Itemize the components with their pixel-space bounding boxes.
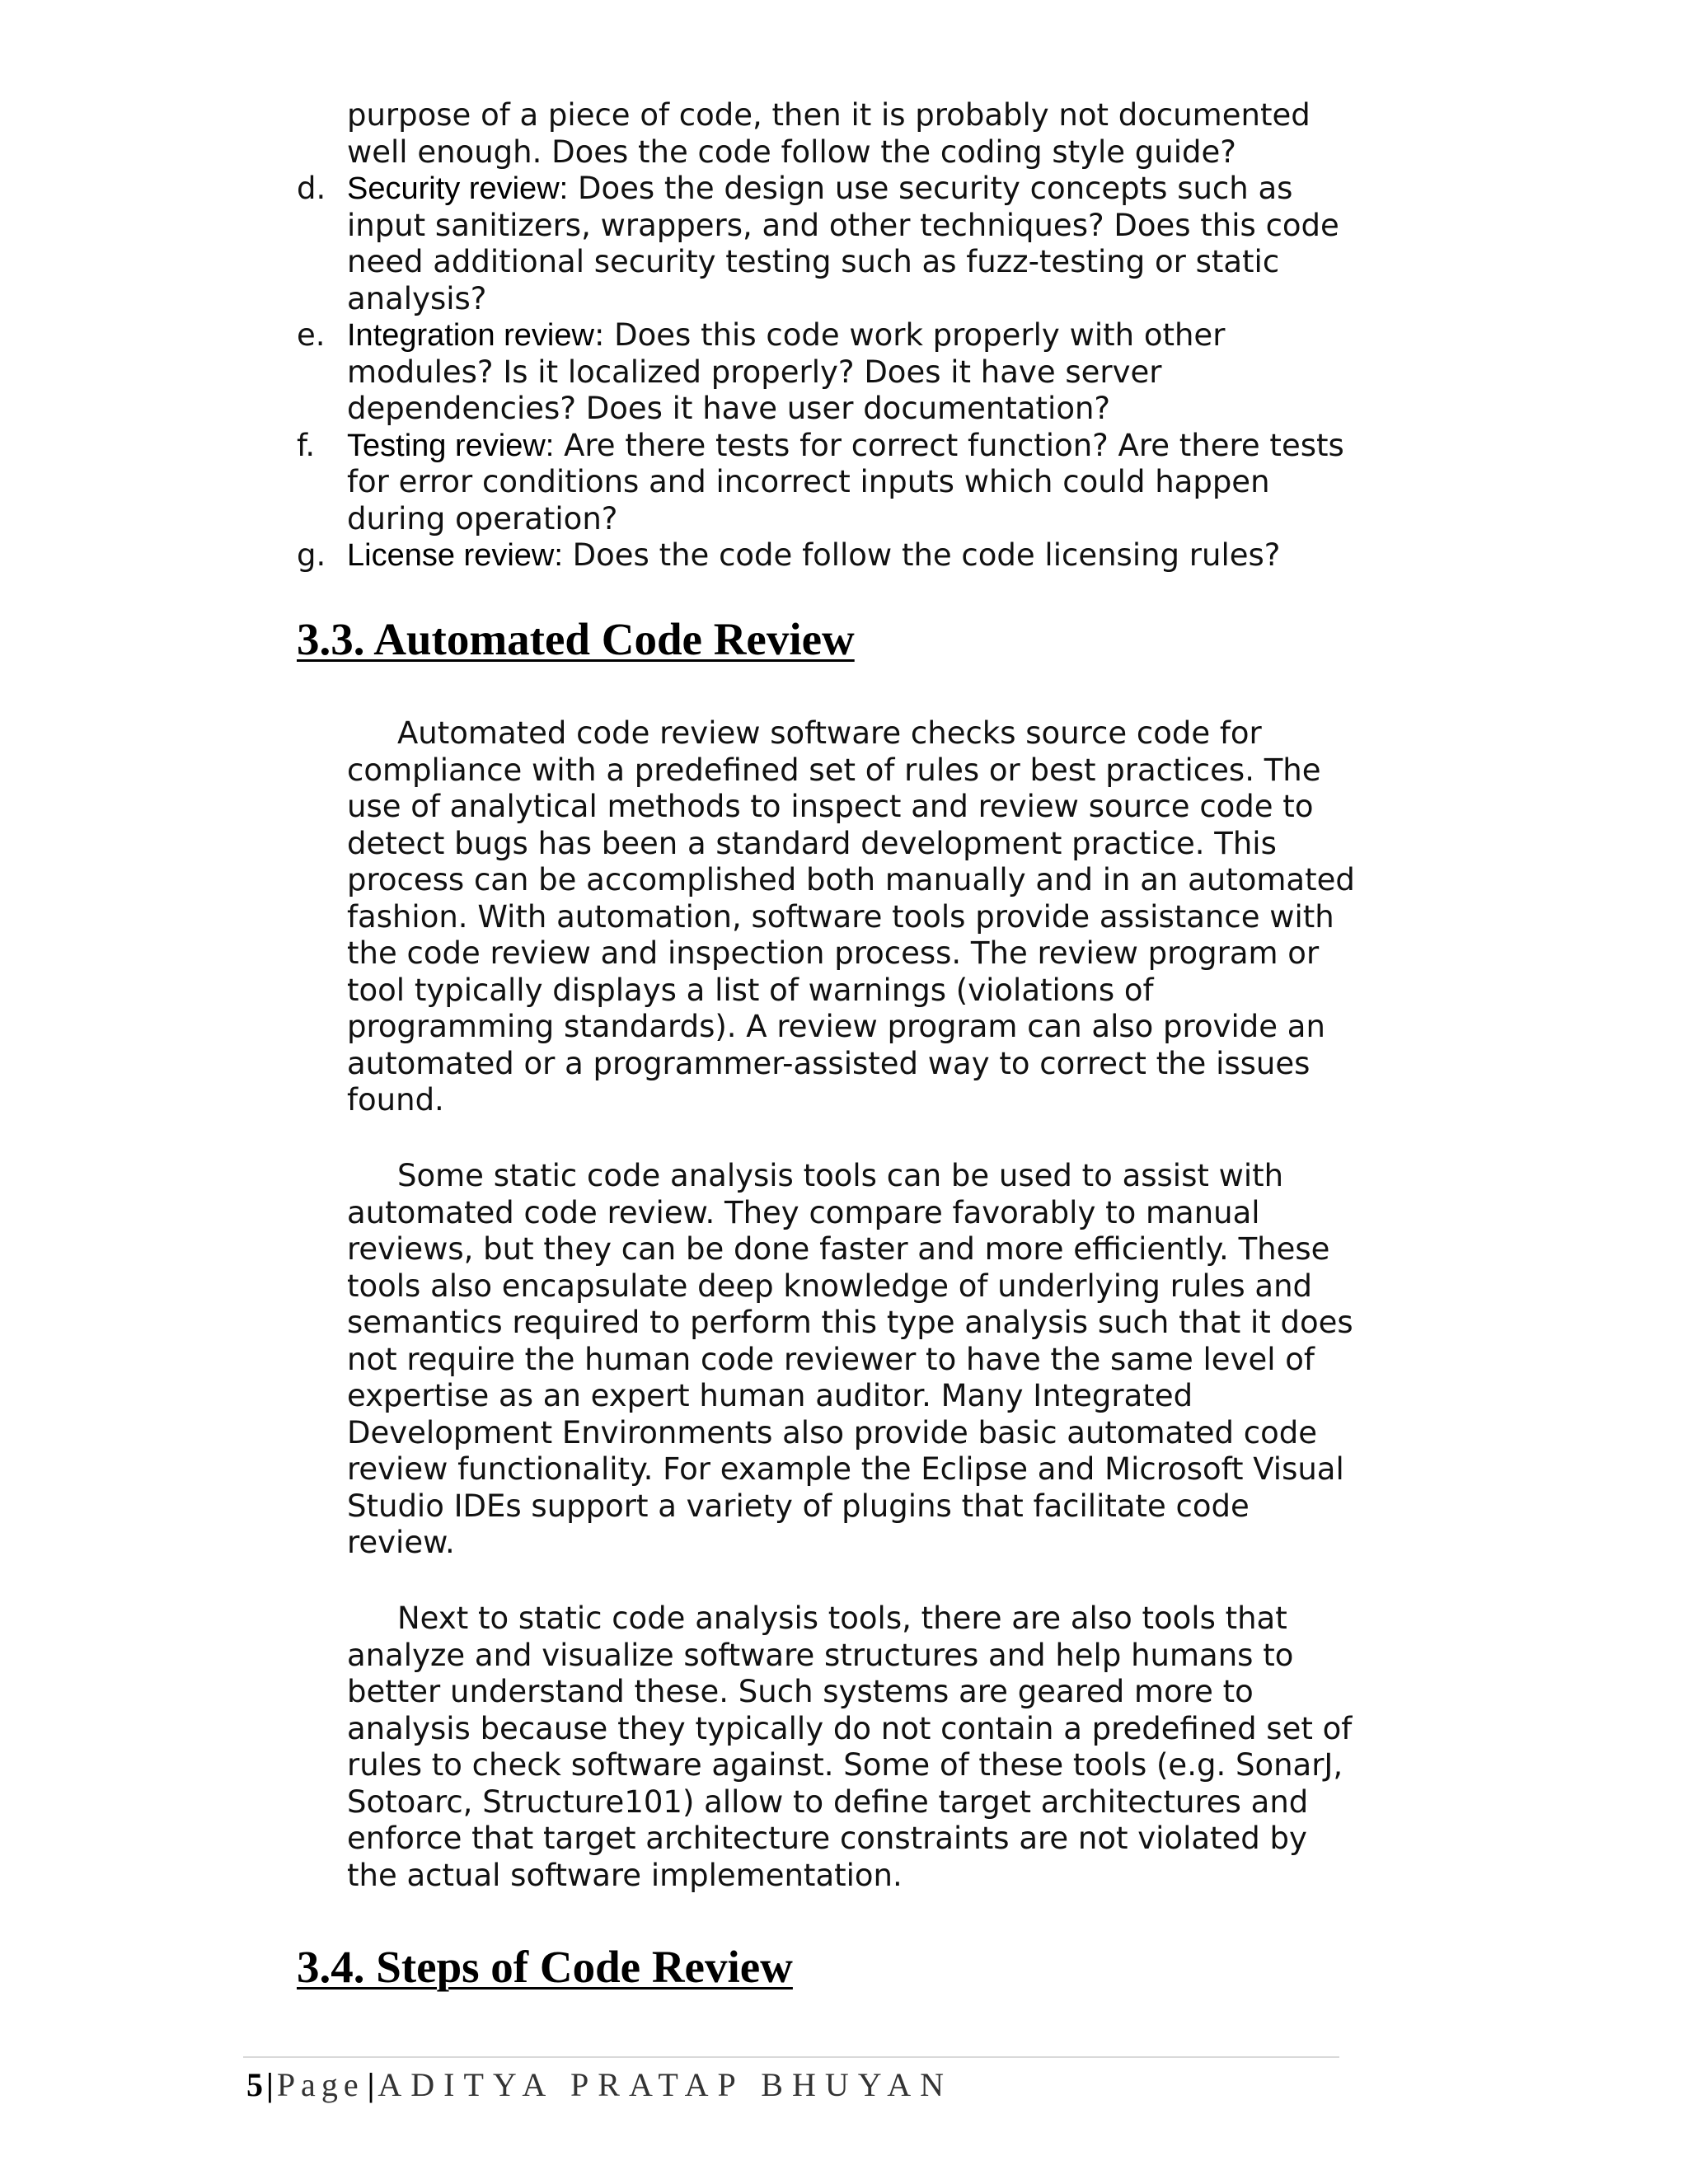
footer-author: ADITYA PRATAP BHUYAN [377, 2066, 953, 2103]
page-number: 5 [246, 2066, 263, 2103]
list-marker: d. [297, 171, 326, 206]
list-marker: e. [297, 317, 326, 353]
review-term: License review: [347, 538, 563, 573]
footer-separator: | [367, 2066, 375, 2103]
review-description: Does the design use security concepts such as input sanitizers, wrappers, and other techniques? Does this code need additional security testing such as fuzz-testing or static analysis? [347, 171, 1339, 316]
review-term: Testing review: [347, 428, 555, 463]
review-term: Security review: [347, 171, 569, 206]
section-heading-steps-of-code-review: 3.4. Steps of Code Review [297, 1942, 793, 1992]
page-label: Page [276, 2066, 364, 2103]
paragraph: Some static code analysis tools can be used to assist with automated code review. They compare favorably to manual reviews, but they can be done faster and more efficiently. These tools also encapsulate deep knowledge of underlying rules and semantics required to perform this type analysis such that it does not require the human code reviewer to have the same level of expertise as an expert human auditor. Many Integrated Development Environments also provide basic automated code review functionality. For example the Eclipse and Microsoft Visual Studio IDEs support a variety of plugins that facilitate code review. [347, 1158, 1353, 1560]
list-marker: g. [297, 537, 326, 573]
list-item-integration-review [297, 317, 1360, 428]
review-description: Does the code follow the code licensing rules? [562, 537, 1281, 573]
continuation-text: purpose of a piece of code, then it is probably not documented well enough. Does the code follow the coding style guide? [347, 97, 1311, 170]
list-item-license-review [297, 537, 1360, 574]
footer-separator: | [266, 2066, 274, 2103]
page-footer [246, 2064, 953, 2106]
review-term: Integration review [347, 318, 594, 353]
review-description: : Does this code work properly with other modules? Is it localized properly? Does it have server dependencies? Does it have user documentation? [347, 317, 1226, 426]
section-heading-automated-code-review: 3.3. Automated Code Review [297, 614, 855, 664]
list-item-security-review [297, 171, 1360, 317]
list-item-testing-review [297, 428, 1360, 538]
review-description: Are there tests for correct function? Are there tests for error conditions and incorrect inputs which could happen during operation? [347, 427, 1344, 537]
list-marker: f. [297, 427, 316, 463]
review-types-list [297, 171, 1360, 574]
footer-divider [243, 2056, 1339, 2058]
paragraph: Next to static code analysis tools, there are also tools that analyze and visualize software structures and help humans to better understand these. Such systems are geared more to analysis because they typically do not contain a predefined set of rules to check software against. Some of these tools (e.g. SonarJ, Sotoarc, Structure101) allow to define target architectures and enforce that target architecture constraints are not violated by the actual software implementation. [347, 1601, 1353, 1893]
paragraph: Automated code review software checks source code for compliance with a predefined set of rules or best practices. The use of analytical methods to inspect and review source code to detect bugs has been a standard development practice. This process can be accomplished both manually and in an automated fashion. With automation, software tools provide assistance with the code review and inspection process. The review program or tool typically displays a list of warnings (violations of programming standards). A review program can also provide an automated or a programmer-assisted way to correct the issues found. [347, 715, 1355, 1118]
